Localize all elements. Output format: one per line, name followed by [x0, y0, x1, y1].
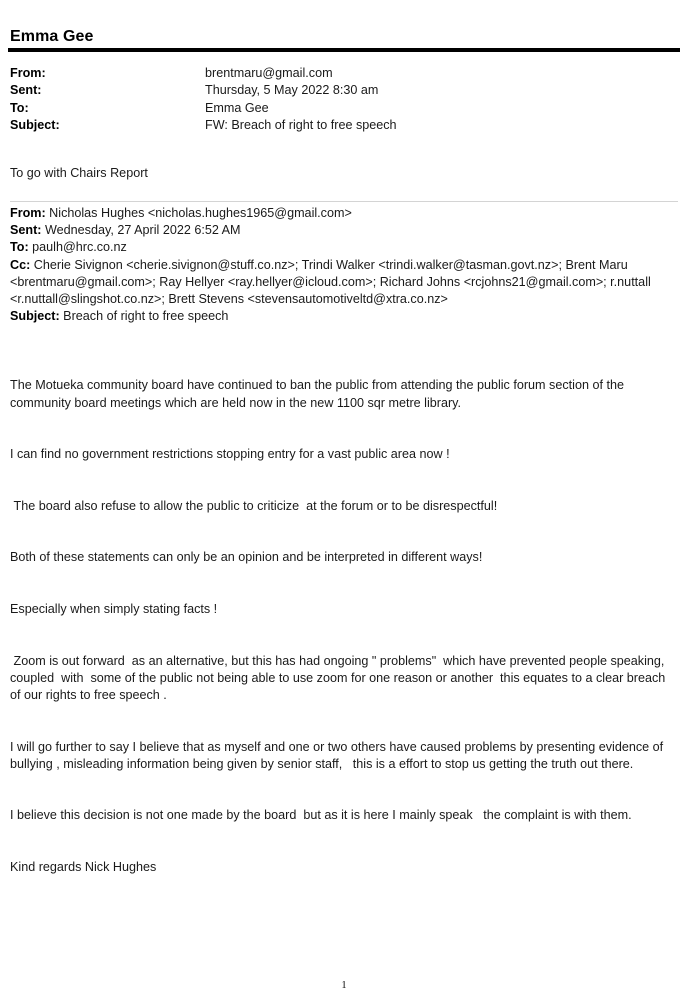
fwd-cc-row: [10, 257, 676, 309]
fwd-sent-row: [10, 222, 676, 239]
intro-text: To go with Chairs Report: [10, 166, 148, 180]
fwd-from-label: From:: [10, 206, 46, 220]
page-number: 1: [341, 980, 347, 991]
fwd-subject-row: [10, 308, 676, 325]
fwd-to-label: To:: [10, 240, 29, 255]
body-paragraph: Both of these statements can only be an opinion and be interpreted in different ways!: [10, 550, 483, 565]
sent-row: [10, 82, 670, 99]
to-row: [10, 100, 670, 117]
subject-row: [10, 117, 670, 134]
forward-divider: [10, 201, 678, 202]
from-label: From:: [10, 66, 46, 80]
body-paragraph: The board also refuse to allow the public to criticize at the forum or to be disrespectful!: [10, 498, 498, 513]
to-label: To:: [10, 100, 29, 115]
fwd-cc-label: Cc:: [10, 257, 31, 272]
header-divider: [8, 48, 680, 52]
fwd-subject-value: Breach of right to free speech: [59, 309, 229, 324]
body-paragraph: The Motueka community board have continued to ban the public from attending the public forum section of the community board meetings which are held now in the new 1100 sqr metre library.: [10, 378, 628, 410]
forwarded-header: [10, 205, 676, 325]
fwd-sent-label: Sent:: [10, 223, 42, 238]
message-body: [10, 343, 676, 894]
to-value: Emma Gee: [205, 100, 269, 115]
from-value: brentmaru@gmail.com: [205, 66, 333, 80]
subject-value: FW: Breach of right to free speech: [205, 117, 397, 132]
fwd-to-value: paulh@hrc.co.nz: [28, 240, 127, 255]
body-paragraph: I believe this decision is not one made by the board but as it is here I mainly speak the complaint is with them.: [10, 808, 632, 823]
body-paragraph: Zoom is out forward as an alternative, but this has had ongoing " problems" which have prevented people speaking, coupled with some of the public not being able to use zoom for one reason or another this equates to a clear breach of our rights to free speech .: [10, 653, 669, 703]
sent-value: Thursday, 5 May 2022 8:30 am: [205, 83, 379, 98]
fwd-to-row: [10, 239, 676, 256]
message-header: [10, 65, 670, 134]
mailbox-owner-name: Emma Gee: [10, 28, 94, 45]
sent-label: Sent:: [10, 83, 42, 98]
fwd-subject-label: Subject:: [10, 309, 60, 324]
body-paragraph: I can find no government restrictions stopping entry for a vast public area now !: [10, 447, 450, 462]
fwd-sent-value: Wednesday, 27 April 2022 6:52 AM: [41, 223, 241, 238]
fwd-from-row: [10, 205, 676, 222]
signoff: Kind regards Nick Hughes: [10, 860, 157, 875]
fwd-cc-value: Cherie Sivignon <cherie.sivignon@stuff.co.nz>; Trindi Walker <trindi.walker@tasman.govt.nz>; Brent Maru <brentmaru@gmail.com>; Ray Hellyer <ray.hellyer@icloud.com>; Richard Johns <rcjohns21@gmail.com>; r.nuttall <r.nuttall@slingshot.co.nz>; Brett Stevens <stevensautomotiveltd@xtra.co.nz>: [10, 257, 651, 307]
from-row: [10, 65, 670, 82]
fwd-from-value: Nicholas Hughes <nicholas.hughes1965@gmail.com>: [45, 206, 352, 220]
body-paragraph: Especially when simply stating facts !: [10, 602, 218, 617]
subject-label: Subject:: [10, 117, 60, 132]
body-paragraph: I will go further to say I believe that as myself and one or two others have caused problems by presenting evidence of bullying , misleading information being given by senior staff, this is a effort to stop us getting the truth out there.: [10, 739, 667, 771]
